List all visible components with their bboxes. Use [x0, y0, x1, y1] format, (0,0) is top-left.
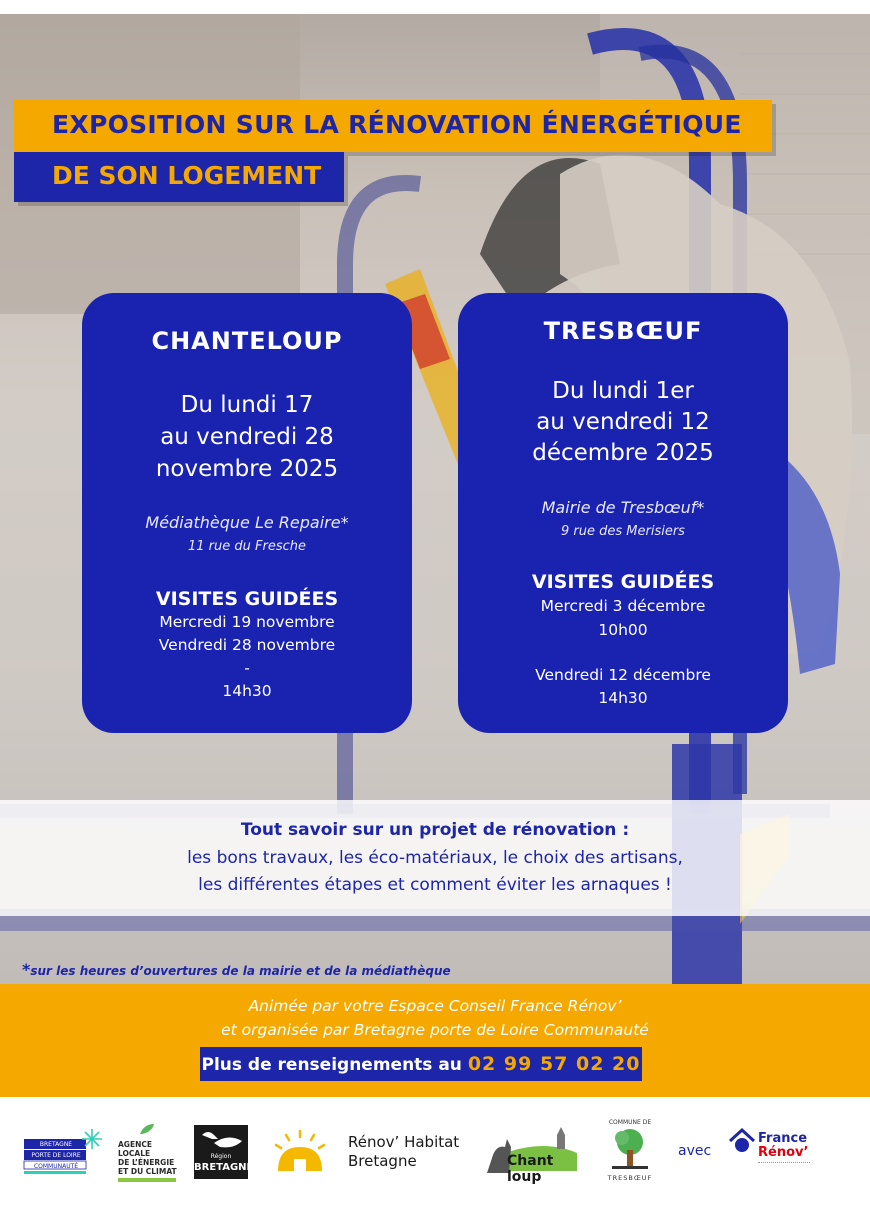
- tree-icon: [608, 1126, 652, 1170]
- ermine-icon: [194, 1125, 248, 1155]
- card-visit-line: Vendredi 28 novembre: [158, 636, 336, 654]
- bplc-text: COMMUNAUTÉ: [33, 1163, 79, 1170]
- chanteloup-text: Chant loup: [507, 1153, 554, 1185]
- region-bretagne-logo: [194, 1125, 254, 1179]
- card-venue: Mairie de Tresbœuf*: [541, 498, 705, 517]
- card-address: 9 rue des Merisiers: [561, 524, 685, 539]
- footnote: [22, 960, 451, 979]
- sun-house-icon: [268, 1127, 332, 1175]
- region-text: BRETAGNE: [194, 1162, 254, 1173]
- region-text: Région: [210, 1153, 232, 1160]
- info-line: les bons travaux, les éco-matériaux, le choix des artisans,: [187, 848, 683, 868]
- renov-habitat-logo: [268, 1127, 468, 1177]
- card-address: 11 rue du Fresche: [188, 539, 306, 554]
- partner-logos: [0, 1097, 870, 1219]
- chanteloup-logo: [485, 1125, 585, 1185]
- card-date-line: au vendredi 28: [160, 424, 334, 450]
- bplc-logo: [22, 1127, 102, 1177]
- alec-text: DE L’ÉNERGIE: [118, 1158, 175, 1167]
- card-visit-line: -: [244, 659, 250, 677]
- organizer-line: et organisée par Bretagne porte de Loire Communauté: [221, 1021, 649, 1039]
- info-heading: Tout savoir sur un projet de rénovation :: [240, 820, 630, 840]
- bplc-text: PORTE DE LOIRE: [31, 1152, 81, 1159]
- contact-prefix: Plus de renseignements au: [201, 1055, 462, 1075]
- tresboeuf-logo: [598, 1119, 662, 1189]
- france-renov-logo: [728, 1127, 814, 1179]
- alec-logo: [118, 1121, 184, 1181]
- card-visit-line: Vendredi 12 décembre: [535, 666, 711, 684]
- card-visit-line: 14h30: [598, 689, 648, 707]
- contact-box: [200, 1047, 642, 1081]
- tresboeuf-text: TRESBŒUF: [607, 1174, 653, 1182]
- card-visit-line: 10h00: [598, 621, 648, 639]
- bplc-text: BRETAGNE: [39, 1141, 73, 1148]
- event-card-tresboeuf: [458, 293, 788, 733]
- info-band: [0, 800, 870, 916]
- footnote-star: *: [22, 960, 31, 979]
- france-renov-text: France: [758, 1131, 808, 1146]
- card-visits-title: VISITES GUIDÉES: [155, 588, 339, 610]
- alec-text: ET DU CLIMAT: [118, 1167, 177, 1176]
- leaf-icon: [118, 1122, 184, 1136]
- avec-label: avec: [678, 1143, 712, 1159]
- card-visit-line: Mercredi 19 novembre: [159, 613, 335, 631]
- card-town: CHANTELOUP: [151, 327, 343, 355]
- card-date-line: décembre 2025: [532, 440, 714, 466]
- renov-habitat-text: Bretagne: [348, 1152, 417, 1170]
- card-date-line: Du lundi 1er: [552, 378, 694, 404]
- tresboeuf-text: COMMUNE DE: [608, 1119, 652, 1126]
- card-date-line: Du lundi 17: [180, 392, 314, 418]
- title-line-1: EXPOSITION SUR LA RÉNOVATION ÉNERGÉTIQUE: [52, 110, 742, 139]
- title-band-secondary: [14, 152, 344, 202]
- event-card-chanteloup: [82, 293, 412, 733]
- info-line: les différentes étapes et comment éviter les arnaques !: [198, 875, 672, 895]
- card-date-line: au vendredi 12: [536, 409, 710, 435]
- phone-number[interactable]: 02 99 57 02 20: [467, 1053, 641, 1075]
- card-visit-line: 14h30: [222, 682, 272, 700]
- card-visit-line: Mercredi 3 décembre: [540, 597, 706, 615]
- card-visits-title: VISITES GUIDÉES: [531, 571, 715, 593]
- footnote-text: sur les heures d’ouvertures de la mairie et de la médiathèque: [30, 964, 451, 978]
- alec-text: AGENCE LOCALE: [118, 1140, 152, 1158]
- france-renov-text: Rénov’: [758, 1145, 809, 1160]
- card-venue: Médiathèque Le Repaire*: [145, 513, 349, 532]
- organizer-line: Animée par votre Espace Conseil France Rénov’: [248, 997, 622, 1015]
- card-town: TRESBŒUF: [543, 317, 703, 345]
- title-line-2: DE SON LOGEMENT: [52, 161, 322, 190]
- card-date-line: novembre 2025: [155, 456, 339, 482]
- renov-habitat-text: Rénov’ Habitat: [348, 1133, 460, 1151]
- house-icon: [728, 1127, 756, 1155]
- title-band-primary: [14, 100, 772, 152]
